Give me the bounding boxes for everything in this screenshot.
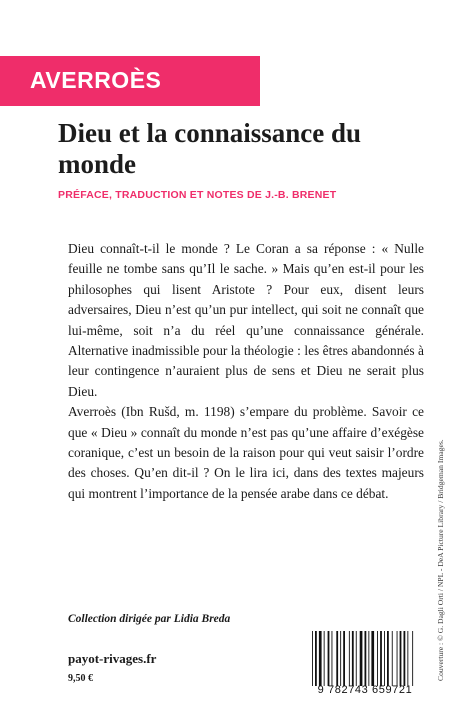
collection-note: Collection dirigée par Lidia Breda [68,613,231,625]
book-title: Dieu et la connaissance du monde [58,118,362,179]
cover-credit: Couverture : © G. Dagli Orti / NPL - DeA Picture Library / Bridgeman Images. [436,439,445,681]
book-subtitle: PRÉFACE, TRADUCTION ET NOTES DE J.-B. BRENET [58,189,337,201]
price: 9,50 € [68,673,93,684]
back-cover-blurb [68,239,424,504]
barcode-image [310,631,420,686]
publisher-website: payot-rivages.fr [68,651,157,666]
author-band [0,56,260,106]
author-name: AVERROÈS [30,67,162,93]
blurb-paragraph-2: Averroès (Ibn Rušd, m. 1198) s’empare du problème. Savoir ce que « Dieu » connaît du monde n’est pas qu’une affaire d’exégèse coranique, c’est un besoin de la raison pour qui veut saisir l’ordre des choses. Qu’en dit-il ? On le lira ici, dans des textes majeurs qui montrent l’importance de la pensée arabe dans ce débat. [68,404,424,501]
barcode-digits: 9 782743 659721 [317,684,413,696]
blurb-paragraph-1: Dieu connaît-t-il le monde ? Le Coran a sa réponse : « Nulle feuille ne tombe sans qu’Il le sache. » Mais qu’en est-il pour les philosophes qui lisent Aristote ? Pour eux, disent leurs adversaires, Dieu n’est qu’un pur intellect, qui soit ne connaît que lui-même, soit n’a du réel qu’une connaissance générale. Alternative inadmissible pour la théologie : les êtres abandonnés à leur contingence n’auraient plus de sens et Dieu ne serait plus Dieu. [68,241,424,399]
